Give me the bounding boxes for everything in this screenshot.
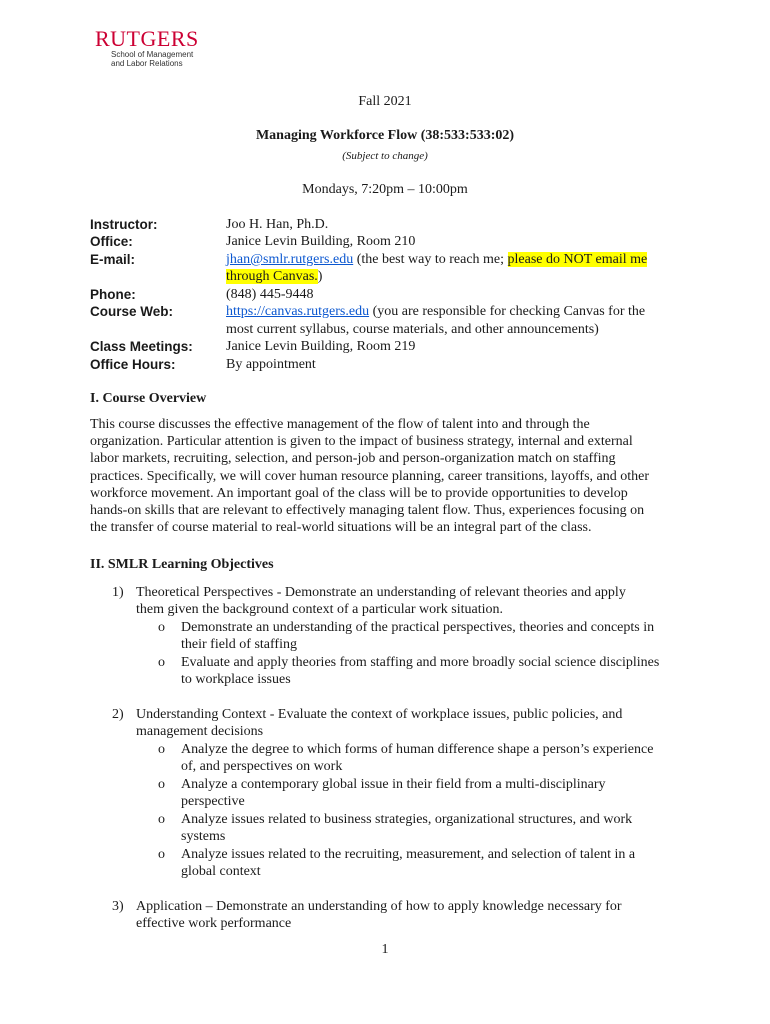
objective-2-bullet-3-line-1: Analyze issues related to business strategies, organizational structures, and work: [181, 812, 633, 827]
objective-1-bullet-1-line-2: their field of staffing: [181, 637, 297, 652]
email-note: (the best way to reach me;: [353, 252, 508, 267]
logo-wordmark: RUTGERS: [95, 26, 199, 51]
objective-3-line-1: Application – Demonstrate an understanding of how to apply knowledge necessary for: [136, 899, 622, 914]
bullet-marker: o: [158, 655, 165, 670]
objective-2-bullet-1-line-1: Analyze the degree to which forms of human difference shape a person’s experience: [181, 742, 654, 757]
objective-1-line-1: Theoretical Perspectives - Demonstrate an understanding of relevant theories and apply: [136, 585, 626, 600]
objective-1-number: 1): [112, 585, 124, 600]
objective-2-number: 2): [112, 707, 124, 722]
office-hours-value: By appointment: [226, 357, 316, 372]
bullet-marker: o: [158, 812, 165, 827]
course-web-label: Course Web:: [90, 304, 174, 319]
class-meetings-label: Class Meetings:: [90, 339, 193, 354]
overview-line: the transfer of course material to real-world situations will be an integral part of the class.: [90, 520, 592, 536]
objective-2-bullet-4-line-1: Analyze issues related to the recruiting, measurement, and selection of talent in a: [181, 847, 636, 862]
email-value-cont: [226, 268, 686, 285]
web-note-2: most current syllabus, course materials, and other announcements): [226, 322, 599, 337]
phone-value: (848) 445-9448: [226, 287, 314, 302]
bullet-marker: o: [158, 777, 165, 792]
course-overview-paragraph: [90, 416, 690, 536]
logo-line-1: School of Management: [111, 50, 194, 59]
page-number: 1: [381, 942, 389, 957]
overview-line: workforce movement. An important goal of the class will be to provide opportunities to develop: [90, 485, 628, 501]
overview-line: hands-on skills that are relevant to effectively managing talent flow. Thus, experiences focusing on: [90, 503, 645, 519]
objective-3-line-2: effective work performance: [136, 916, 292, 931]
office-hours-label: Office Hours:: [90, 357, 176, 372]
email-highlight-1: please do NOT email me: [507, 252, 648, 267]
office-value: Janice Levin Building, Room 210: [226, 234, 416, 249]
instructor-value: Joo H. Han, Ph.D.: [226, 217, 329, 232]
instructor-label: Instructor:: [90, 217, 158, 232]
email-label: E-mail:: [90, 252, 136, 267]
bullet-marker: o: [158, 620, 165, 635]
email-link[interactable]: jhan@smlr.rutgers.edu: [226, 252, 354, 267]
objective-2-bullet-4-line-2: global context: [181, 864, 261, 879]
objective-2-line-1: Understanding Context - Evaluate the context of workplace issues, public policies, and: [136, 707, 623, 722]
objective-2-bullet-3-line-2: systems: [181, 829, 226, 844]
web-note-1: (you are responsible for checking Canvas for the: [369, 304, 646, 319]
logo-line-2: and Labor Relations: [111, 59, 183, 68]
objective-2-line-2: management decisions: [136, 724, 264, 739]
course-web-value: [226, 303, 686, 320]
objective-2-bullet-1-line-2: of, and perspectives on work: [181, 759, 343, 774]
objective-1-bullet-2-line-1: Evaluate and apply theories from staffing and more broadly social science disciplines: [181, 655, 660, 670]
overview-line: labor markets, recruiting, selection, and person-job and person-organization match on staffing: [90, 451, 616, 467]
objective-2-bullet-2-line-1: Analyze a contemporary global issue in their field from a multi-disciplinary: [181, 777, 606, 792]
objective-1-bullet-2-line-2: to workplace issues: [181, 672, 291, 687]
overview-line: This course discusses the effective management of the flow of talent into and through the: [90, 417, 590, 432]
objective-3-number: 3): [112, 899, 124, 914]
objective-1-bullet-1-line-1: Demonstrate an understanding of the practical perspectives, theories and concepts in: [181, 620, 655, 635]
office-label: Office:: [90, 234, 133, 249]
overview-line: organization. Particular attention is given to the impact of business strategy, internal and external: [90, 434, 633, 450]
course-web-link[interactable]: https://canvas.rutgers.edu: [226, 304, 370, 319]
email-close: ): [317, 269, 323, 284]
phone-label: Phone:: [90, 287, 136, 302]
email-highlight-2: through Canvas.: [226, 269, 318, 284]
overview-line: practices. Specifically, we will cover human resource planning, career transitions, layoffs, and other: [90, 468, 650, 484]
course-overview-heading: I. Course Overview: [90, 391, 207, 406]
term: Fall 2021: [358, 94, 412, 109]
bullet-marker: o: [158, 847, 165, 862]
subtitle: (Subject to change): [342, 150, 428, 162]
course-title: Managing Workforce Flow (38:533:533:02): [255, 128, 515, 143]
class-meetings-value: Janice Levin Building, Room 219: [226, 339, 416, 354]
objective-2-bullet-2-line-2: perspective: [181, 794, 245, 809]
bullet-marker: o: [158, 742, 165, 757]
rutgers-logo: [95, 28, 199, 68]
schedule: Mondays, 7:20pm – 10:00pm: [302, 182, 468, 197]
objective-1-line-2: them given the background context of a particular work situation.: [136, 602, 504, 617]
email-value: [226, 251, 686, 268]
learning-objectives-heading: II. SMLR Learning Objectives: [90, 557, 274, 572]
